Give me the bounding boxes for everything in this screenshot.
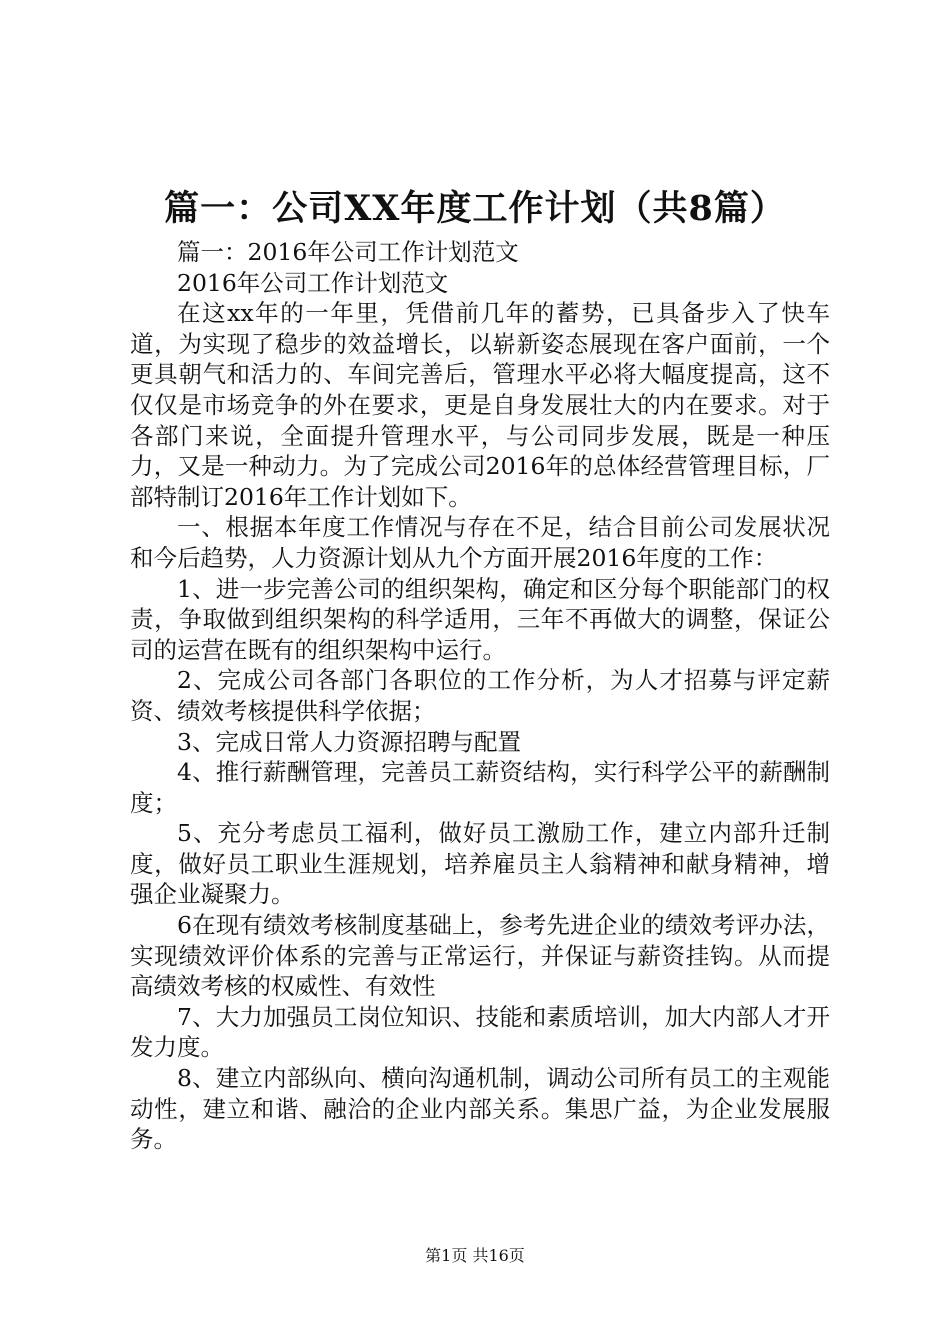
paragraph-12: 8、建立内部纵向、横向沟通机制，调动公司所有员工的主观能动性，建立和谐、融洽的企业内部关系。集思广益，为企业发展服务。 <box>130 1064 830 1154</box>
paragraph-11: 7、大力加强员工岗位知识、技能和素质培训，加大内部人才开发力度。 <box>130 1002 830 1062</box>
paragraph-2: 2016年公司工作计划范文 <box>177 268 449 297</box>
paragraph-10: 6在现有绩效考核制度基础上，参考先进企业的绩效考评办法，实现绩效评价体系的完善与正常运行，并保证与薪资挂钩。从而提高绩效考核的权威性、有效性 <box>130 911 830 1001</box>
paragraph-6: 2、完成公司各部门各职位的工作分析，为人才招募与评定薪资、绩效考核提供科学依据； <box>130 666 830 725</box>
page-footer: 第1页 共16页 <box>425 1246 525 1265</box>
paragraph-4: 一、根据本年度工作情况与存在不足，结合目前公司发展状况和今后趋势，人力资源计划从九个方面开展2016年度的工作： <box>130 513 830 572</box>
paragraph-3: 在这xx年的一年里，凭借前几年的蓄势，已具备步入了快车道，为实现了稳步的效益增长，以崭新姿态展现在客户面前，一个更具朝气和活力的、车间完善后，管理水平必将大幅度提高，这不仅仅是市场竞争的外在要求，更是自身发展壮大的内在要求。对于各部门来说，全面提升管理水平，与公司同步发展，既是一种压力，又是一种动力。为了完成公司2016年的总体经营管理目标，厂部特制订2016年工作计划如下。 <box>130 299 830 511</box>
paragraph-7: 3、完成日常人力资源招聘与配置 <box>177 727 521 756</box>
paragraph-5: 1、进一步完善公司的组织架构，确定和区分每个职能部门的权责，争取做到组织架构的科学适用，三年不再做大的调整，保证公司的运营在既有的组织架构中运行。 <box>130 574 830 664</box>
document-body <box>130 237 830 1155</box>
document-title: 篇一：公司XX年度工作计划（共8篇） <box>164 188 786 229</box>
paragraph-9: 5、充分考虑员工福利，做好员工激励工作，建立内部升迁制度，做好员工职业生涯规划，培养雇员主人翁精神和献身精神，增强企业凝聚力。 <box>130 819 830 909</box>
paragraph-1: 篇一：2016年公司工作计划范文 <box>177 238 519 266</box>
paragraph-8: 4、推行薪酬管理，完善员工薪资结构，实行科学公平的薪酬制度； <box>130 758 830 817</box>
